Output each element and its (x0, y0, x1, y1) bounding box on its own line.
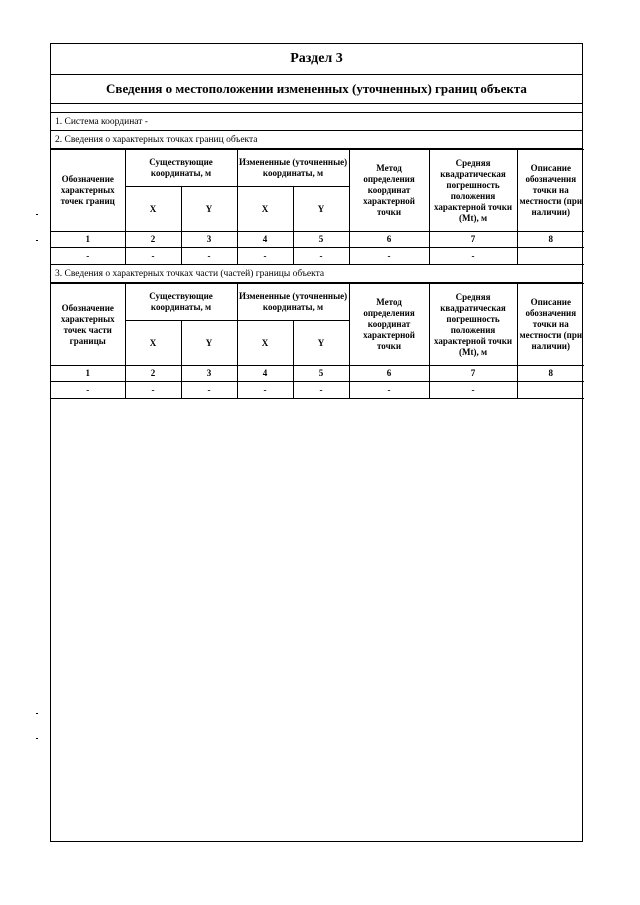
margin-mark (36, 738, 38, 739)
column-number: 5 (293, 366, 349, 382)
table-cell: - (429, 382, 517, 399)
column-number-row (51, 232, 584, 248)
section-title: Раздел 3 (51, 44, 582, 75)
column-number: 6 (349, 366, 429, 382)
header-mean-error: Средняя квадратическая погрешность положения характерной точки (Mt), м (429, 284, 517, 366)
boundary-points-table (51, 149, 584, 265)
table-cell: - (125, 248, 181, 265)
coordinate-system-line: 1. Система координат - (51, 113, 582, 131)
margin-mark (36, 240, 38, 241)
column-number: 7 (429, 232, 517, 248)
table-cell: - (349, 248, 429, 265)
table-cell: - (181, 248, 237, 265)
header-existing-coordinates: Существующие координаты, м (125, 150, 237, 187)
margin-mark (36, 214, 38, 215)
header-y-changed: Y (293, 187, 349, 232)
spacer-row (51, 104, 582, 113)
header-y-existing: Y (181, 321, 237, 366)
table-cell: - (349, 382, 429, 399)
table-cell: - (51, 382, 125, 399)
column-number: 3 (181, 366, 237, 382)
table-cell: - (293, 382, 349, 399)
boundary-points-heading: 2. Сведения о характерных точках границ объекта (51, 131, 582, 149)
table-cell: - (293, 248, 349, 265)
part-boundary-points-table (51, 283, 584, 399)
column-number: 6 (349, 232, 429, 248)
table-cell: - (125, 382, 181, 399)
part-boundary-points-heading: 3. Сведения о характерных точках части (частей) границы объекта (51, 265, 582, 283)
header-existing-coordinates: Существующие координаты, м (125, 284, 237, 321)
table-cell: - (237, 248, 293, 265)
header-x-changed: X (237, 187, 293, 232)
header-x-changed: X (237, 321, 293, 366)
column-number: 2 (125, 232, 181, 248)
column-number: 5 (293, 232, 349, 248)
table-cell (517, 382, 584, 399)
column-number: 8 (517, 232, 584, 248)
document-frame (50, 43, 583, 842)
header-method: Метод определения координат характерной точки (349, 150, 429, 232)
table-cell (517, 248, 584, 265)
table-row (51, 382, 584, 399)
table-cell: - (181, 382, 237, 399)
header-mean-error: Средняя квадратическая погрешность положения характерной точки (Mt), м (429, 150, 517, 232)
margin-mark (36, 713, 38, 714)
column-number: 1 (51, 232, 125, 248)
header-method: Метод определения координат характерной точки (349, 284, 429, 366)
table-cell: - (429, 248, 517, 265)
table-cell: - (51, 248, 125, 265)
header-point-designation: Обозначение характерных точек части границы (51, 284, 125, 366)
table-cell: - (237, 382, 293, 399)
table-row (51, 248, 584, 265)
column-number: 2 (125, 366, 181, 382)
header-changed-coordinates: Измененные (уточненные) координаты, м (237, 150, 349, 187)
header-x-existing: X (125, 187, 181, 232)
column-number: 3 (181, 232, 237, 248)
header-changed-coordinates: Измененные (уточненные) координаты, м (237, 284, 349, 321)
header-description: Описание обозначения точки на местности (при наличии) (517, 150, 584, 232)
column-number: 1 (51, 366, 125, 382)
header-y-existing: Y (181, 187, 237, 232)
header-x-existing: X (125, 321, 181, 366)
column-number: 4 (237, 232, 293, 248)
header-y-changed: Y (293, 321, 349, 366)
section-subtitle: Сведения о местоположении измененных (уточненных) границ объекта (51, 75, 582, 104)
column-number-row (51, 366, 584, 382)
header-point-designation: Обозначение характерных точек границ (51, 150, 125, 232)
column-number: 8 (517, 366, 584, 382)
column-number: 4 (237, 366, 293, 382)
header-description: Описание обозначения точки на местности (при наличии) (517, 284, 584, 366)
column-number: 7 (429, 366, 517, 382)
